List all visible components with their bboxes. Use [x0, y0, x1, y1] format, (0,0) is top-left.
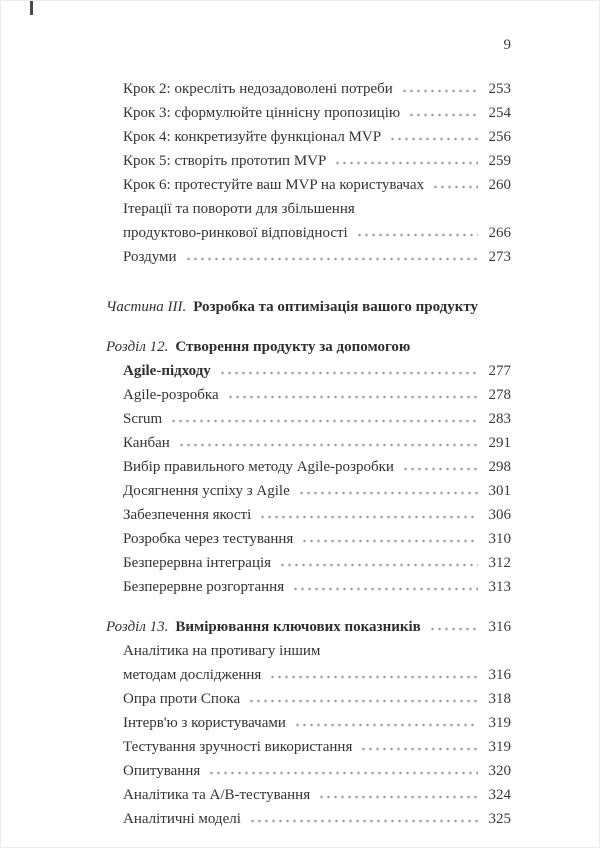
toc-part-title: Розробка та оптимізація вашого продукту	[193, 299, 479, 315]
toc-row	[106, 221, 511, 245]
toc-row	[106, 455, 511, 479]
dot-leader	[401, 89, 478, 93]
dot-leader	[219, 371, 478, 375]
dot-leader	[318, 795, 478, 799]
toc-row	[106, 759, 511, 783]
toc-row	[106, 149, 511, 173]
toc-entry-label: методам дослідження	[123, 667, 262, 683]
toc-entry-label: Scrum	[123, 411, 163, 427]
toc-entry-label: Інтерв'ю з користувачами	[123, 715, 286, 731]
dot-leader	[429, 627, 478, 631]
toc-row	[106, 101, 511, 125]
toc-page-number: 277	[488, 363, 511, 379]
dot-leader	[432, 185, 478, 189]
toc-row	[106, 407, 511, 431]
dot-leader	[356, 233, 478, 237]
toc-chapter-prefix: Розділ 12.	[106, 339, 169, 355]
toc-entry-label: Забезпечення якості	[123, 507, 252, 523]
dot-leader	[185, 257, 478, 261]
dot-leader	[227, 395, 478, 399]
toc-page-number: 320	[488, 763, 511, 779]
toc-page-number: 260	[488, 177, 511, 193]
toc-page-number: 325	[488, 811, 511, 827]
toc-entry-label: Опра проти Спока	[123, 691, 241, 707]
toc-entry-label: Опитування	[123, 763, 201, 779]
toc-row	[106, 711, 511, 735]
toc-content	[106, 35, 511, 831]
toc-row	[106, 783, 511, 807]
dot-leader	[389, 137, 478, 141]
toc-entry-label: Аналітика та A/B-тестування	[123, 787, 311, 803]
toc-entry-label: Крок 5: створіть прототип MVP	[123, 153, 327, 169]
toc-row	[106, 503, 511, 527]
toc-chapter-title: Вимірювання ключових показників	[175, 619, 421, 635]
toc-row	[106, 551, 511, 575]
toc-entry-label: Аналітичні моделі	[123, 811, 241, 827]
toc-entry-label: Agile-розробка	[123, 387, 219, 403]
toc-entry-label: Крок 3: сформулюйте ціннісну пропозицію	[123, 105, 401, 121]
toc-row	[106, 527, 511, 551]
toc-page-number: 256	[488, 129, 511, 145]
toc-row	[106, 663, 511, 687]
toc-entry-label: Крок 6: протестуйте ваш MVP на користувачах	[123, 177, 425, 193]
dot-leader	[269, 675, 478, 679]
dot-leader	[248, 699, 478, 703]
toc-page-number: 319	[488, 715, 511, 731]
toc-page-number: 312	[488, 555, 511, 571]
dot-leader	[249, 819, 478, 823]
toc-row	[106, 687, 511, 711]
toc-chapter-prefix: Розділ 13.	[106, 619, 169, 635]
toc-chapter-title: Створення продукту за допомогою	[175, 339, 411, 355]
toc-page-number: 319	[488, 739, 511, 755]
toc-row	[106, 197, 511, 221]
toc-chapter-title: Agile-підходу	[123, 363, 211, 379]
dot-leader	[301, 539, 478, 543]
toc-page-number: 306	[488, 507, 511, 523]
toc-entry-label: Вибір правильного методу Agile-розробки	[123, 459, 394, 475]
toc-page-number: 278	[488, 387, 511, 403]
toc-entry-label: Ітерації та повороти для збільшення	[123, 201, 355, 217]
page-number-top: 9	[503, 37, 511, 53]
toc-entry-label: Крок 2: окресліть недозадоволені потреби	[123, 81, 393, 97]
toc-page-number: 324	[488, 787, 511, 803]
toc-page-number: 318	[488, 691, 511, 707]
toc-page-number: 273	[488, 249, 511, 265]
toc-page-number: 283	[488, 411, 511, 427]
toc-entry-label: Тестування зручності використання	[123, 739, 353, 755]
toc-row	[106, 125, 511, 149]
toc-page-number: 301	[488, 483, 511, 499]
toc-row	[106, 479, 511, 503]
toc-page-number: 266	[488, 225, 511, 241]
toc-row	[106, 173, 511, 197]
toc-page-number: 316	[488, 667, 511, 683]
toc-page-number: 254	[488, 105, 511, 121]
toc-row	[106, 77, 511, 101]
toc-page-number: 310	[488, 531, 511, 547]
toc-part-prefix: Частина III.	[106, 299, 187, 315]
dot-leader	[170, 419, 478, 423]
toc-row	[106, 639, 511, 663]
toc-row	[106, 807, 511, 831]
toc-page-number: 313	[488, 579, 511, 595]
toc-chapter-heading	[106, 335, 511, 359]
toc-chapter-heading	[106, 615, 511, 639]
dot-leader	[279, 563, 478, 567]
toc-entry-label: Аналітика на противагу іншим	[123, 643, 321, 659]
toc-row	[106, 245, 511, 269]
dot-leader	[334, 161, 478, 165]
dot-leader	[178, 443, 478, 447]
toc-row	[106, 575, 511, 599]
toc-page-number: 291	[488, 435, 511, 451]
dot-leader	[298, 491, 478, 495]
toc-entry-label: Роздуми	[123, 249, 177, 265]
toc-row	[106, 383, 511, 407]
toc-row	[106, 431, 511, 455]
dot-leader	[408, 113, 478, 117]
toc-page-number: 253	[488, 81, 511, 97]
dot-leader	[360, 747, 478, 751]
toc-chapter-heading-continued	[106, 359, 511, 383]
dot-leader	[259, 515, 478, 519]
dot-leader	[292, 587, 478, 591]
toc-row	[106, 735, 511, 759]
toc-entry-label: Канбан	[123, 435, 170, 451]
toc-entry-label: Безперервна інтеграція	[123, 555, 272, 571]
toc-page-number: 298	[488, 459, 511, 475]
dot-leader	[208, 771, 478, 775]
toc-entry-label: Крок 4: конкретизуйте функціонал MVP	[123, 129, 382, 145]
toc-page-number: 316	[488, 619, 511, 635]
toc-entry-label: Розробка через тестування	[123, 531, 294, 547]
dot-leader	[402, 467, 478, 471]
toc-entry-label: продуктово-ринкової відповідності	[123, 225, 348, 241]
page-edge-artifact	[30, 1, 33, 15]
dot-leader	[294, 723, 478, 727]
toc-entry-label: Безперервне розгортання	[123, 579, 285, 595]
toc-part-heading	[106, 295, 511, 319]
toc-page-number: 259	[488, 153, 511, 169]
toc-entry-label: Досягнення успіху з Agile	[123, 483, 290, 499]
